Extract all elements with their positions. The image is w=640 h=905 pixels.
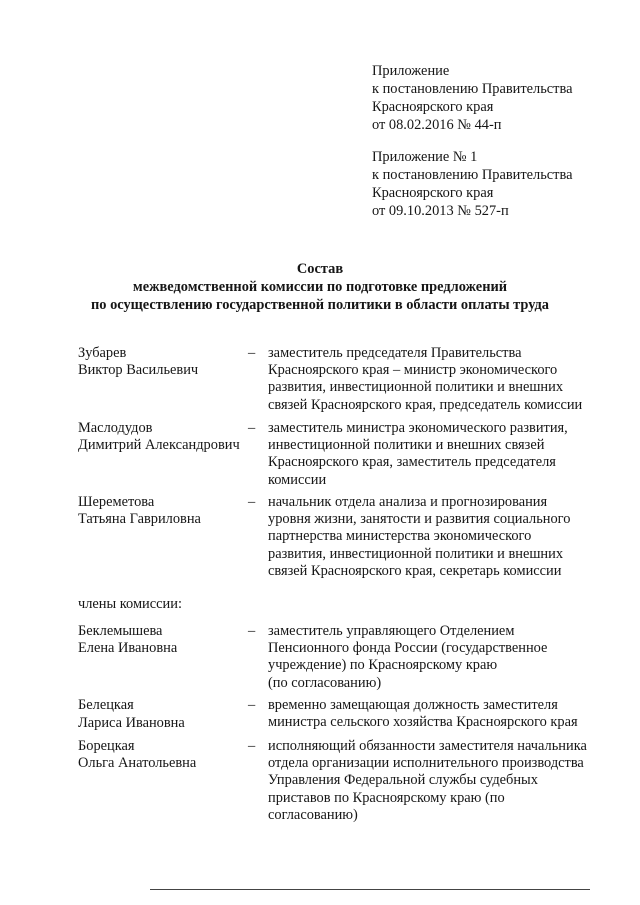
document-heading (0, 260, 640, 314)
role-line: связей Красноярского края, секретарь комиссии (268, 562, 562, 579)
appendix-line: к постановлению Правительства (372, 81, 573, 97)
person-name (78, 420, 240, 454)
person-name (78, 345, 198, 379)
role-line: Красноярского края, заместитель председателя (268, 454, 556, 471)
person-surname: Белецкая (78, 697, 134, 713)
person-name (78, 623, 177, 657)
role-line: инвестиционной политики и внешних связей (268, 437, 545, 454)
person-surname: Маслодудов (78, 420, 153, 436)
person-given-name: Елена Ивановна (78, 640, 178, 657)
person-surname: Шереметова (78, 494, 155, 510)
role-line: министра сельского хозяйства Красноярского края (268, 714, 578, 731)
entry-dash: – (248, 345, 256, 361)
entry-dash: – (248, 494, 256, 510)
entry-dash: – (248, 697, 256, 713)
entry-dash: – (248, 420, 256, 436)
role-line: отдела организации исполнительного производства (268, 755, 584, 772)
person-given-name: Димитрий Александрович (78, 437, 240, 454)
role-line: временно замещающая должность заместителя (268, 697, 558, 713)
person-name (78, 494, 201, 528)
heading-title: Состав (296, 261, 344, 277)
heading-line: межведомственной комиссии по подготовке предложений (132, 279, 508, 295)
person-role (268, 345, 608, 414)
role-line: приставов по Красноярскому краю (по (268, 789, 505, 806)
role-line: развития, инвестиционной политики и внешних (268, 379, 564, 396)
appendix-line: Приложение (372, 63, 450, 79)
heading-line: по осуществлению государственной политики в области оплаты труда (90, 297, 549, 313)
role-line: (по согласованию) (268, 674, 382, 691)
role-line: заместитель управляющего Отделением (268, 623, 515, 639)
members-section-label: члены комиссии: (78, 596, 182, 612)
person-role (268, 420, 608, 489)
person-role (268, 494, 608, 580)
role-line: согласованию) (268, 806, 358, 823)
appendix-line: Красноярского края (372, 185, 494, 201)
person-role (268, 697, 608, 731)
person-name (78, 738, 196, 772)
role-line: комиссии (268, 471, 327, 488)
role-line: Пенсионного фонда России (государственное (268, 640, 548, 657)
person-name (78, 697, 185, 732)
role-line: начальник отдела анализа и прогнозирования (268, 494, 548, 510)
role-line: Красноярского края – министр экономического (268, 362, 558, 379)
entry-dash: – (248, 623, 256, 639)
appendix-header-original (372, 148, 572, 220)
role-line: заместитель председателя Правительства (268, 345, 522, 361)
role-line: развития, инвестиционной политики и внешних (268, 545, 564, 562)
person-given-name: Виктор Васильевич (78, 362, 199, 379)
person-role (268, 738, 608, 824)
role-line: исполняющий обязанности заместителя начальника (268, 738, 587, 754)
role-line: уровня жизни, занятости и развития социального (268, 511, 571, 528)
role-line: Управления Федеральной службы судебных (268, 772, 538, 789)
person-given-name: Татьяна Гавриловна (78, 511, 201, 528)
role-line: связей Красноярского края, председатель комиссии (268, 396, 583, 413)
role-line: учреждение) по Красноярскому краю (268, 657, 498, 674)
bottom-divider (150, 889, 590, 890)
appendix-line: от 09.10.2013 № 527-п (372, 203, 509, 219)
appendix-header-current (372, 62, 572, 134)
person-surname: Зубарев (78, 345, 127, 361)
appendix-line: Красноярского края (372, 99, 494, 115)
appendix-line: к постановлению Правительства (372, 167, 573, 183)
person-surname: Беклемышева (78, 623, 163, 639)
appendix-line: от 08.02.2016 № 44-п (372, 117, 502, 133)
appendix-line: Приложение № 1 (372, 149, 478, 165)
person-given-name: Ольга Анатольевна (78, 755, 197, 772)
person-given-name: Лариса Ивановна (78, 715, 185, 732)
person-role (268, 623, 608, 692)
entry-dash: – (248, 738, 256, 754)
role-line: заместитель министра экономического развития, (268, 420, 568, 436)
person-surname: Борецкая (78, 738, 135, 754)
role-line: партнерства министерства экономического (268, 528, 532, 545)
